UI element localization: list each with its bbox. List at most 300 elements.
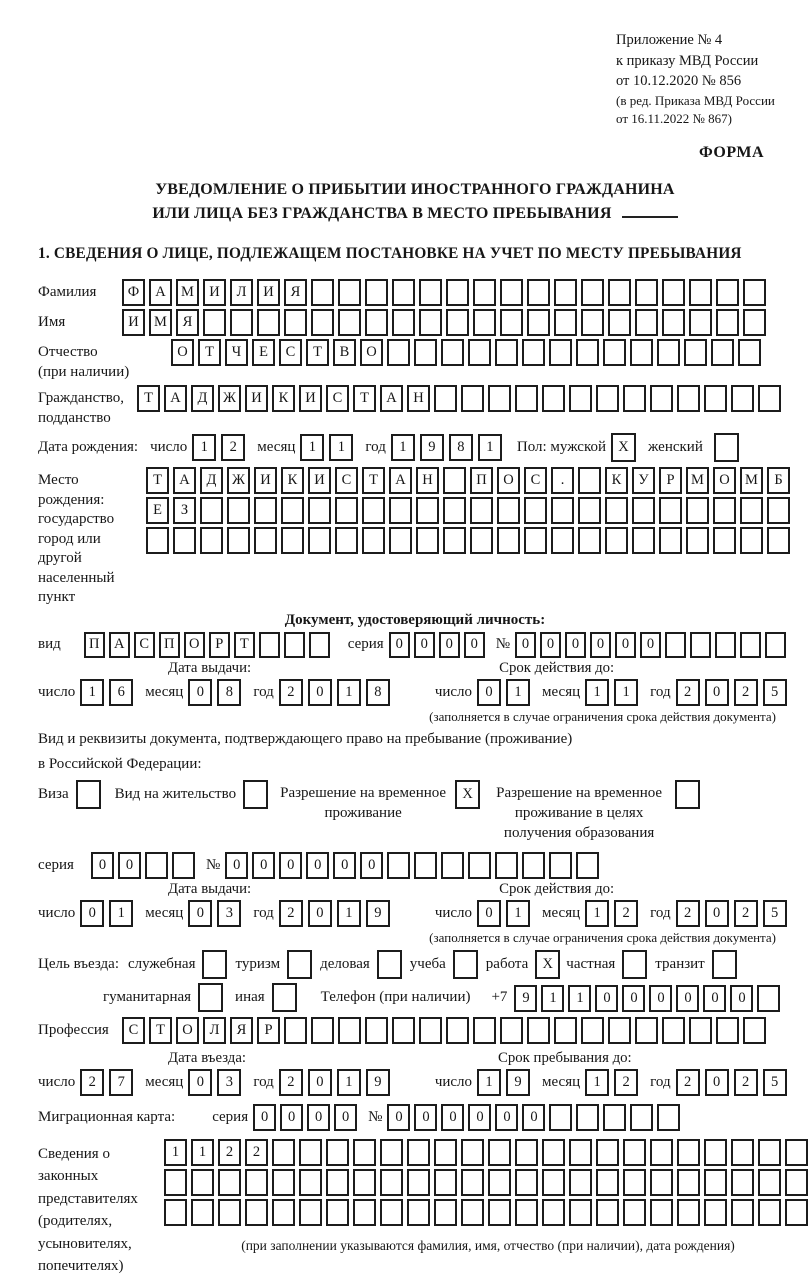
char-cell[interactable] [757,985,780,1012]
char-cell[interactable] [338,309,361,336]
char-cell[interactable] [446,1017,469,1044]
char-cell[interactable] [527,279,550,306]
char-cell[interactable] [785,1139,808,1166]
char-cell[interactable] [731,1139,754,1166]
char-cell[interactable]: 1 [337,900,361,927]
char-cell[interactable] [441,339,464,366]
char-cell[interactable] [254,497,277,524]
char-cell[interactable] [311,1017,334,1044]
char-cell[interactable] [392,279,415,306]
char-cell[interactable]: З [173,497,196,524]
char-cell[interactable]: 0 [522,1104,545,1131]
char-cell[interactable] [243,780,268,809]
char-cell[interactable]: И [257,279,280,306]
char-cell[interactable] [392,309,415,336]
char-cell[interactable] [578,527,601,554]
char-cell[interactable] [524,497,547,524]
char-cell[interactable] [365,279,388,306]
char-cell[interactable] [272,1139,295,1166]
char-cell[interactable] [488,1199,511,1226]
char-cell[interactable]: Б [767,467,790,494]
char-cell[interactable] [522,852,545,879]
char-cell[interactable] [461,385,484,412]
char-cell[interactable] [145,852,168,879]
char-cell[interactable] [684,339,707,366]
char-cell[interactable] [164,1169,187,1196]
char-cell[interactable] [311,309,334,336]
char-cell[interactable] [414,852,437,879]
char-cell[interactable]: 0 [334,1104,357,1131]
char-cell[interactable]: 0 [414,632,435,658]
char-cell[interactable] [635,1017,658,1044]
char-cell[interactable]: 1 [109,900,133,927]
char-cell[interactable] [473,1017,496,1044]
char-cell[interactable] [569,1199,592,1226]
char-cell[interactable]: 0 [540,632,561,658]
char-cell[interactable] [191,1169,214,1196]
char-cell[interactable] [608,279,631,306]
char-cell[interactable] [434,385,457,412]
char-cell[interactable]: 2 [734,900,758,927]
char-cell[interactable] [608,1017,631,1044]
char-cell[interactable] [743,279,766,306]
char-cell[interactable] [662,309,685,336]
char-cell[interactable] [715,632,736,658]
char-cell[interactable]: 0 [308,1069,332,1096]
char-cell[interactable]: 1 [506,900,530,927]
char-cell[interactable]: О [360,339,383,366]
char-cell[interactable]: 0 [188,679,212,706]
char-cell[interactable] [704,1169,727,1196]
char-cell[interactable]: Т [306,339,329,366]
char-cell[interactable]: Д [191,385,214,412]
char-cell[interactable]: 0 [414,1104,437,1131]
char-cell[interactable]: П [470,467,493,494]
char-cell[interactable]: 0 [590,632,611,658]
char-cell[interactable] [581,279,604,306]
char-cell[interactable] [657,1104,680,1131]
char-cell[interactable] [326,1139,349,1166]
char-cell[interactable]: И [308,467,331,494]
char-cell[interactable] [731,385,754,412]
char-cell[interactable] [662,279,685,306]
char-cell[interactable] [765,632,786,658]
char-cell[interactable]: К [281,467,304,494]
char-cell[interactable]: Т [137,385,160,412]
char-cell[interactable]: 3 [217,1069,241,1096]
char-cell[interactable]: 1 [191,1139,214,1166]
char-cell[interactable]: И [254,467,277,494]
char-cell[interactable] [740,527,763,554]
char-cell[interactable] [515,385,538,412]
char-cell[interactable]: 0 [649,985,672,1012]
char-cell[interactable] [392,1017,415,1044]
char-cell[interactable] [758,1199,781,1226]
char-cell[interactable] [785,1199,808,1226]
char-cell[interactable]: К [272,385,295,412]
char-cell[interactable] [218,1169,241,1196]
char-cell[interactable] [202,950,227,979]
char-cell[interactable]: У [632,467,655,494]
char-cell[interactable]: Ж [227,467,250,494]
char-cell[interactable] [635,279,658,306]
char-cell[interactable]: 2 [734,679,758,706]
char-cell[interactable] [377,950,402,979]
char-cell[interactable] [164,1199,187,1226]
char-cell[interactable]: 1 [391,434,415,461]
char-cell[interactable] [515,1169,538,1196]
char-cell[interactable]: 0 [705,679,729,706]
char-cell[interactable] [677,1199,700,1226]
char-cell[interactable] [690,632,711,658]
char-cell[interactable]: 0 [622,985,645,1012]
char-cell[interactable]: О [497,467,520,494]
char-cell[interactable] [785,1169,808,1196]
char-cell[interactable]: С [335,467,358,494]
char-cell[interactable]: К [605,467,628,494]
char-cell[interactable] [387,339,410,366]
char-cell[interactable]: 2 [279,900,303,927]
char-cell[interactable]: Я [230,1017,253,1044]
char-cell[interactable] [326,1169,349,1196]
char-cell[interactable] [335,497,358,524]
char-cell[interactable] [441,852,464,879]
char-cell[interactable] [743,309,766,336]
char-cell[interactable]: 0 [477,679,501,706]
char-cell[interactable] [470,497,493,524]
char-cell[interactable] [203,309,226,336]
char-cell[interactable]: 0 [705,900,729,927]
char-cell[interactable] [704,385,727,412]
char-cell[interactable] [767,497,790,524]
char-cell[interactable] [605,497,628,524]
char-cell[interactable] [581,309,604,336]
char-cell[interactable] [500,309,523,336]
char-cell[interactable] [468,339,491,366]
char-cell[interactable] [542,1199,565,1226]
char-cell[interactable]: 2 [279,1069,303,1096]
char-cell[interactable]: В [333,339,356,366]
char-cell[interactable]: 1 [585,679,609,706]
char-cell[interactable] [299,1199,322,1226]
char-cell[interactable]: 5 [763,679,787,706]
char-cell[interactable]: 0 [730,985,753,1012]
char-cell[interactable]: 1 [477,1069,501,1096]
char-cell[interactable] [172,852,195,879]
char-cell[interactable]: Ф [122,279,145,306]
char-cell[interactable] [686,497,709,524]
char-cell[interactable]: 2 [245,1139,268,1166]
char-cell[interactable] [461,1199,484,1226]
char-cell[interactable] [281,527,304,554]
char-cell[interactable] [257,309,280,336]
char-cell[interactable]: Л [203,1017,226,1044]
char-cell[interactable] [608,309,631,336]
char-cell[interactable]: М [149,309,172,336]
char-cell[interactable]: 0 [307,1104,330,1131]
char-cell[interactable] [677,1169,700,1196]
char-cell[interactable] [711,339,734,366]
char-cell[interactable]: 0 [253,1104,276,1131]
char-cell[interactable] [675,780,700,809]
char-cell[interactable] [365,1017,388,1044]
char-cell[interactable]: 1 [478,434,502,461]
char-cell[interactable] [522,339,545,366]
char-cell[interactable]: 1 [329,434,353,461]
char-cell[interactable]: С [524,467,547,494]
char-cell[interactable] [630,339,653,366]
char-cell[interactable] [527,1017,550,1044]
char-cell[interactable] [650,385,673,412]
char-cell[interactable]: Т [198,339,221,366]
char-cell[interactable]: 2 [80,1069,104,1096]
char-cell[interactable]: Ч [225,339,248,366]
char-cell[interactable]: Р [257,1017,280,1044]
char-cell[interactable] [326,1199,349,1226]
char-cell[interactable] [704,1139,727,1166]
char-cell[interactable]: М [740,467,763,494]
char-cell[interactable] [650,1139,673,1166]
char-cell[interactable]: . [551,467,574,494]
char-cell[interactable] [230,309,253,336]
char-cell[interactable] [576,1104,599,1131]
char-cell[interactable] [716,1017,739,1044]
char-cell[interactable]: 0 [515,632,536,658]
char-cell[interactable] [362,497,385,524]
char-cell[interactable] [549,1104,572,1131]
char-cell[interactable] [443,527,466,554]
char-cell[interactable] [576,339,599,366]
char-cell[interactable] [434,1199,457,1226]
char-cell[interactable]: 8 [217,679,241,706]
char-cell[interactable]: 1 [80,679,104,706]
char-cell[interactable]: Е [146,497,169,524]
char-cell[interactable]: 2 [614,1069,638,1096]
char-cell[interactable]: 0 [279,852,302,879]
char-cell[interactable] [468,852,491,879]
char-cell[interactable] [576,852,599,879]
char-cell[interactable]: Я [284,279,307,306]
char-cell[interactable]: 0 [705,1069,729,1096]
char-cell[interactable]: О [176,1017,199,1044]
char-cell[interactable]: А [109,632,130,658]
char-cell[interactable] [299,1139,322,1166]
char-cell[interactable] [353,1199,376,1226]
char-cell[interactable] [578,497,601,524]
char-cell[interactable]: М [176,279,199,306]
char-cell[interactable] [473,279,496,306]
char-cell[interactable]: 0 [676,985,699,1012]
char-cell[interactable] [713,527,736,554]
char-cell[interactable] [549,852,572,879]
char-cell[interactable] [443,497,466,524]
char-cell[interactable] [407,1169,430,1196]
char-cell[interactable] [272,1169,295,1196]
char-cell[interactable]: 0 [595,985,618,1012]
char-cell[interactable] [740,497,763,524]
char-cell[interactable]: 0 [640,632,661,658]
char-cell[interactable] [659,527,682,554]
char-cell[interactable]: 0 [308,900,332,927]
char-cell[interactable] [200,497,223,524]
char-cell[interactable] [488,1139,511,1166]
char-cell[interactable] [245,1169,268,1196]
char-cell[interactable] [497,527,520,554]
char-cell[interactable]: 1 [337,1069,361,1096]
char-cell[interactable] [365,309,388,336]
char-cell[interactable] [554,1017,577,1044]
char-cell[interactable]: 1 [506,679,530,706]
char-cell[interactable] [281,497,304,524]
char-cell[interactable] [227,497,250,524]
char-cell[interactable]: 8 [449,434,473,461]
char-cell[interactable]: О [171,339,194,366]
char-cell[interactable]: X [455,780,480,809]
char-cell[interactable]: 0 [360,852,383,879]
char-cell[interactable]: 2 [676,900,700,927]
char-cell[interactable] [387,852,410,879]
char-cell[interactable]: 0 [703,985,726,1012]
char-cell[interactable]: 0 [615,632,636,658]
char-cell[interactable] [623,1169,646,1196]
char-cell[interactable]: П [159,632,180,658]
char-cell[interactable] [353,1139,376,1166]
char-cell[interactable]: 0 [80,900,104,927]
char-cell[interactable]: М [686,467,709,494]
char-cell[interactable] [665,632,686,658]
char-cell[interactable]: А [173,467,196,494]
char-cell[interactable] [605,527,628,554]
char-cell[interactable]: 0 [477,900,501,927]
char-cell[interactable]: 0 [306,852,329,879]
char-cell[interactable]: С [279,339,302,366]
char-cell[interactable] [650,1169,673,1196]
char-cell[interactable]: 7 [109,1069,133,1096]
char-cell[interactable] [767,527,790,554]
char-cell[interactable] [515,1139,538,1166]
char-cell[interactable] [650,1199,673,1226]
char-cell[interactable]: 0 [118,852,141,879]
char-cell[interactable]: 0 [280,1104,303,1131]
char-cell[interactable] [284,309,307,336]
char-cell[interactable] [758,1139,781,1166]
char-cell[interactable]: 9 [420,434,444,461]
char-cell[interactable]: 2 [614,900,638,927]
char-cell[interactable] [743,1017,766,1044]
char-cell[interactable] [569,1169,592,1196]
char-cell[interactable]: 0 [565,632,586,658]
char-cell[interactable]: И [245,385,268,412]
char-cell[interactable] [446,279,469,306]
char-cell[interactable]: 1 [300,434,324,461]
char-cell[interactable] [632,497,655,524]
char-cell[interactable]: 1 [541,985,564,1012]
char-cell[interactable] [716,309,739,336]
char-cell[interactable] [443,467,466,494]
char-cell[interactable] [338,279,361,306]
char-cell[interactable]: 0 [225,852,248,879]
char-cell[interactable]: 6 [109,679,133,706]
char-cell[interactable]: Н [416,467,439,494]
char-cell[interactable]: 1 [585,900,609,927]
char-cell[interactable] [542,1139,565,1166]
char-cell[interactable] [515,1199,538,1226]
char-cell[interactable]: А [149,279,172,306]
char-cell[interactable] [623,1139,646,1166]
char-cell[interactable]: 0 [389,632,410,658]
char-cell[interactable]: 9 [366,900,390,927]
char-cell[interactable]: X [611,433,636,462]
char-cell[interactable] [596,1139,619,1166]
char-cell[interactable] [488,1169,511,1196]
char-cell[interactable]: 1 [568,985,591,1012]
char-cell[interactable] [446,309,469,336]
char-cell[interactable] [578,467,601,494]
char-cell[interactable]: 0 [468,1104,491,1131]
char-cell[interactable]: Р [659,467,682,494]
char-cell[interactable]: Р [209,632,230,658]
char-cell[interactable] [272,1199,295,1226]
char-cell[interactable]: 1 [337,679,361,706]
char-cell[interactable]: 5 [763,900,787,927]
char-cell[interactable]: Т [149,1017,172,1044]
char-cell[interactable] [488,385,511,412]
char-cell[interactable] [596,385,619,412]
char-cell[interactable] [657,339,680,366]
char-cell[interactable]: И [299,385,322,412]
char-cell[interactable] [272,983,297,1012]
char-cell[interactable] [677,385,700,412]
char-cell[interactable] [731,1199,754,1226]
char-cell[interactable] [500,1017,523,1044]
char-cell[interactable] [461,1169,484,1196]
char-cell[interactable]: 1 [585,1069,609,1096]
char-cell[interactable]: 0 [91,852,114,879]
char-cell[interactable] [603,339,626,366]
char-cell[interactable] [603,1104,626,1131]
char-cell[interactable] [287,950,312,979]
char-cell[interactable] [470,527,493,554]
char-cell[interactable] [689,309,712,336]
char-cell[interactable] [569,1139,592,1166]
char-cell[interactable] [416,497,439,524]
char-cell[interactable] [473,309,496,336]
char-cell[interactable] [623,385,646,412]
char-cell[interactable] [227,527,250,554]
char-cell[interactable]: 0 [441,1104,464,1131]
char-cell[interactable]: А [380,385,403,412]
char-cell[interactable]: 2 [676,679,700,706]
char-cell[interactable] [677,1139,700,1166]
char-cell[interactable] [635,309,658,336]
char-cell[interactable]: 2 [279,679,303,706]
char-cell[interactable] [731,1169,754,1196]
char-cell[interactable] [254,527,277,554]
char-cell[interactable]: 9 [514,985,537,1012]
char-cell[interactable] [416,527,439,554]
char-cell[interactable]: 2 [734,1069,758,1096]
char-cell[interactable] [738,339,761,366]
char-cell[interactable] [623,1199,646,1226]
char-cell[interactable]: 2 [676,1069,700,1096]
char-cell[interactable]: 9 [366,1069,390,1096]
char-cell[interactable]: Д [200,467,223,494]
char-cell[interactable]: 1 [614,679,638,706]
char-cell[interactable] [686,527,709,554]
char-cell[interactable] [704,1199,727,1226]
char-cell[interactable] [495,852,518,879]
char-cell[interactable]: 1 [192,434,216,461]
